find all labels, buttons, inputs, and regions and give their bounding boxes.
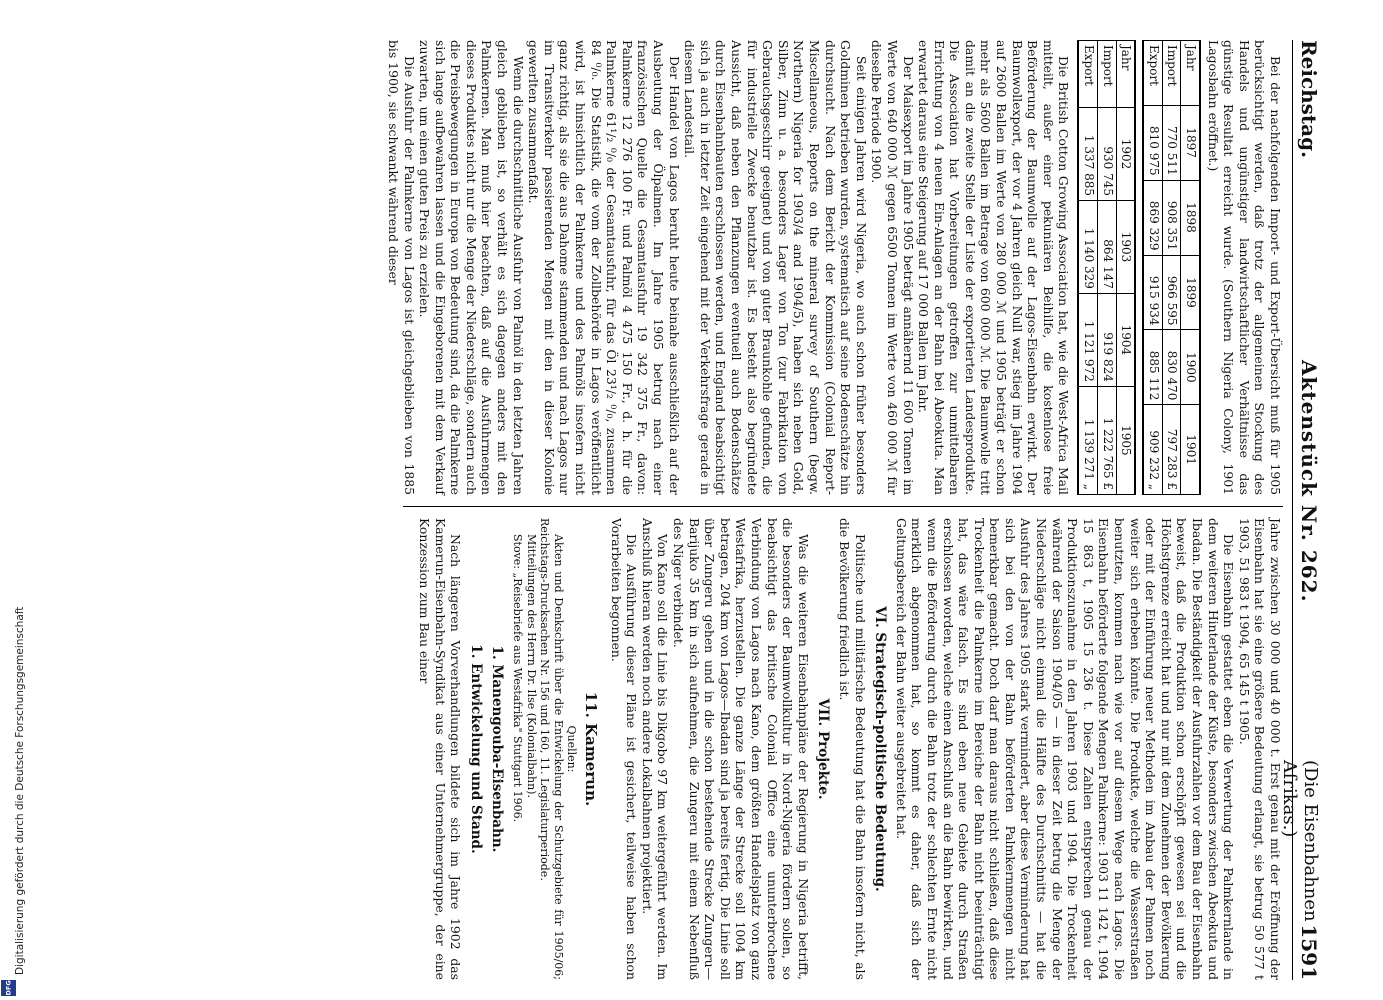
kernel-export-paragraph: Jahre zwischen 30 000 und 40 000 t. Erst genau mit der Eröffnung der Eisenbahn hat sie eine größere Bedeutung erlangt, sie betrug 50 577 t 1903, 51 983 t 1904, 65 145 t 1905. bbox=[1236, 518, 1283, 980]
table-row bbox=[1162, 41, 1181, 495]
dfg-logo bbox=[1, 980, 16, 996]
digitization-credit: Digitalisierung gefördert durch die Deutsche Forschungsgemeinschaft bbox=[14, 606, 26, 975]
right-column bbox=[75, 518, 1283, 980]
trade-table-1902-1905 bbox=[1077, 40, 1136, 495]
page-header bbox=[1279, 40, 1325, 980]
maize-paragraph: Der Maisexport im Jahre 1905 beträgt annähernd 11 600 Tonnen im Werte von 640 000 ℳ gegen 6500 Tonnen im Werte von 460 000 ℳ für dieselbe Periode 1900. bbox=[869, 40, 916, 495]
table-cell: Export bbox=[1143, 41, 1162, 106]
table-cell: 797 283 £ bbox=[1162, 405, 1181, 495]
kano-paragraph: Von Kano soll die Linie bis Dikgobo 97 km weitergeführt werden. Im Anschluß hieran werden noch andere Lokalbahnen projektiert. bbox=[639, 518, 671, 980]
side-strip bbox=[0, 0, 26, 1000]
rotated-page bbox=[75, 40, 1325, 980]
table-cell: 869 329 bbox=[1143, 180, 1162, 255]
source-item: Stove: „Reisebriefe aus Westafrika" Stuttgart 1906. bbox=[511, 534, 525, 823]
table-header-cell: 1898 bbox=[1181, 180, 1200, 255]
table-header-row bbox=[1116, 41, 1135, 495]
column-divider bbox=[403, 506, 1283, 507]
page-number: 1591 bbox=[1297, 924, 1321, 980]
table-cell: 919 824 bbox=[1098, 293, 1117, 386]
table-cell: 810 975 bbox=[1143, 105, 1162, 180]
table-cell: Import bbox=[1098, 41, 1117, 108]
cotton-paragraph: Die British Cotton Growing Association hat, wie die West-Africa Mail mitteilt, außer einer pekuniären Beihilfe, die kostenlose freie Beförderung der Baumwolle auf der Lagos-Eisenbahn erwirkt. Der Baumwollexport, der vor 4 Jahren gleich Null war, stieg im Jahre 1904 auf 2600 Ballen im Werte von 280 000 ℳ und 1905 beträgt er schon mehr als 5600 Ballen im Betrage von 600 000 ℳ. Die Baumwolle tritt damit an die zweite Stelle der Liste der exportierten Landesprodukte. Die Association hat Vorbereitungen getroffen zur unmittelbaren Errichtung von 4 neuen Ein-Anlagen an der Bahn bei Abeokuta. Man erwartet daraus eine Steigerung auf 17 000 Ballen im Jahr. bbox=[916, 40, 1072, 495]
table-cell: 864 147 bbox=[1098, 201, 1117, 294]
syndicate-paragraph: Nach längeren Vorverhandlungen bildete sich im Jahre 1902 das Kamerun-Eisenbahn-Syndikat aus einer Unternehmergruppe, der eine Konzession zum Bau einer bbox=[417, 518, 464, 980]
minerals-paragraph: Seit einigen Jahren wird Nigeria, wo auch schon früher besonders Goldminen betrieben wurden, systematisch auf seine Bodenschätze hin durchsucht. Nach dem Bericht der Kommission (Colonial Report-Miscellaneous, Reports on the mineral survey of Southern (begw. Northern) Nigeria for 1903/4 and 1904/5), haben sich neben Gold, Silber, Zinn u. a. besonders Lager von Ton (zur Fabrikation von Gebrauchsgeschirr geeignet) und von guter Braunkohle gefunden, die für industrielle Zwecke benutzbar ist. Es besteht also begründete Aussicht, daß neben den Pflanzungen eventuell auch Bodenschätze durch Eisenbahnbauten erschlossen werden, und England beabsichtigt sich ja auch in letzter Zeit eingehend mit der Verkehrsfrage gerade in diesem Landestail. bbox=[682, 40, 869, 495]
table-row bbox=[1098, 41, 1117, 495]
table-row bbox=[1078, 41, 1097, 495]
table-cell: 1 337 885 bbox=[1078, 108, 1097, 201]
table-cell: 885 112 bbox=[1143, 330, 1162, 405]
subchapter-heading: 1. Manengouba-Eisenbahn. bbox=[489, 645, 506, 853]
table-header-cell: 1903 bbox=[1116, 201, 1135, 294]
table-cell: 770 511 bbox=[1162, 105, 1181, 180]
section-heading-vi: VI. Strategisch-politische Bedeutung. bbox=[872, 606, 889, 892]
table-cell: Export bbox=[1078, 41, 1097, 108]
table-cell: 915 934 bbox=[1143, 255, 1162, 330]
header-subject: (Die Eisenbahnen Afrikas.) bbox=[1279, 760, 1321, 922]
strategic-paragraph: Politische und militärische Bedeutung hat die Bahn insofern nicht, als die Bevölkerung friedlich ist. bbox=[836, 518, 868, 980]
table-cell: 1 140 329 bbox=[1078, 201, 1097, 294]
left-column bbox=[75, 40, 1283, 495]
table-header-cell: 1904 bbox=[1116, 293, 1135, 386]
table-header-cell: 1901 bbox=[1181, 405, 1200, 495]
source-item: Mitteilungen des Herrn Dr. Ilse (Kolonialbahn). bbox=[524, 534, 538, 798]
chapter-heading-kamerun: 11. Kamerun. bbox=[582, 691, 601, 807]
palm-kernel-paragraph: Die Ausfuhr der Palmkerne von Lagos ist gleichgeblieben von 1885 bis 1900, sie schwankt während dieser bbox=[385, 40, 417, 495]
table-header-cell: 1900 bbox=[1181, 330, 1200, 405]
table-cell: Import bbox=[1162, 41, 1181, 106]
table-header-cell: 1899 bbox=[1181, 255, 1200, 330]
table-cell: 1 121 972 bbox=[1078, 293, 1097, 386]
table-cell: 966 595 bbox=[1162, 255, 1181, 330]
table-row bbox=[1143, 41, 1162, 495]
section-heading-vii: VII. Projekte. bbox=[815, 698, 832, 800]
subsection-heading: 1. Entwickelung und Stand. bbox=[467, 644, 484, 854]
sources-title: Quellen: bbox=[565, 725, 579, 773]
table-header-row bbox=[1181, 41, 1200, 495]
table-header-cell: Jahr bbox=[1116, 41, 1135, 108]
table-cell: 930 745 bbox=[1098, 108, 1117, 201]
trade-table-1897-1901 bbox=[1142, 40, 1201, 495]
table-header-cell: 1897 bbox=[1181, 105, 1200, 180]
dfg-logo-text: DFG bbox=[4, 980, 13, 996]
intro-paragraph: Bei der nachfolgenden Import- und Export-Übersicht muß für 1905 berücksichtigt werden, daß trotz der allgemeinen Stockung des Handels und ungünstiger landwirtschaftlicher Verhältnisse das günstige Resultat erreicht wurde. (Southern Nigeria Colony, 1901 Lagosbahn eröffnet.) bbox=[1205, 40, 1283, 495]
table-cell: 909 232 „ bbox=[1143, 405, 1162, 495]
table-header-cell: Jahr bbox=[1181, 41, 1200, 106]
table-header-cell: 1905 bbox=[1116, 386, 1135, 494]
execution-paragraph: Die Ausführung dieser Pläne ist gesichert, teilweise haben schon Vorarbeiten begonnen. bbox=[608, 518, 640, 980]
table-header-cell: 1902 bbox=[1116, 108, 1135, 201]
palm-export-paragraph: Wenn die durchschnittliche Ausfuhr von Palmöl in den letzten Jahren gleich geblieben ist, so verhält es sich dagegen anders mit den Palmkernen. Man muß hier beachten, daß auf die Ausfuhrmengen dieses Produktes nicht nur die Menge der Niederschläge, sondern auch die Preisbewegungen in Europa von Bedeutung sind, da die Palmkerne sich lange aufbewahren lassen und die Eingeborenen mit dem Verkauf zuwarten, um einen guten Preis zu erzielen. bbox=[417, 40, 526, 495]
palm-trade-paragraph: Der Handel von Lagos beruht heute beinahe ausschließlich auf der Ausbeutung der Ölpalmen. Im Jahre 1905 betrug nach einer französischen Quelle die Gesamtausfuhr 19 342 375 Fr., davon: Palmkerne 12 276 100 Fr. und Palmöl 4 475 150 Fr., d. h. für die Palmkerne 61¹/₂ ⁰/₀ der Gesamtausfuhr, für das Öl 23¹/₂ ⁰/₀, zusammen 84 ⁰/₀. Die Statistik, die vom der Zollbehörde in Lagos veröffentlicht wird, ist hinsichtlich der Palmkerne und des Palmöls insofern nicht ganz richtig, als sie die aus Dahome stammenden und nach Lagos nur im Transitverkehr passierenden Mengen mit den in dieser Kolonie gewerlten zusammenfaßt. bbox=[526, 40, 682, 495]
header-document-number: Aktenstück Nr. 262. bbox=[1297, 360, 1321, 603]
table-cell: 1 139 271 „ bbox=[1078, 386, 1097, 494]
railway-effect-paragraph: Die Eisenbahn gestattet eben die Verwertung der Palmkernlande in dem weiteren Hinterlande der Küste, besonders zwischen Abeokuta und Ibadan. Die Beständigkeit der Ausfuhrzahlen vor dem Bau der Eisenbahn beweist, daß die Produktion schon erschöpft gewesen sei und die Höchstgrenze erreicht hat und nur mit dem Zunehmen der Bevölkerung oder mit der Einführung neuer Methoden im Anbau der Palmen noch weiter sich erheben könnte. Die Produkte, welche die Wasserstraßen benutzten, kommen nach wie vor auf diesem Wege nach Lagos. Die Eisenbahn beförderte folgende Mengen Palmkerne: 1903 11 142 t, 1904 15 863 t, 1905 15 236 t. Diese Zahlen entsprechen genau der Produktionszunahme in den Jahren 1903 und 1904. Die Trockenheit während der Saison 1904/05 — in dieser Zeit betrug die Menge der Niederschläge nicht einmal die Hälfte des Durchschnitts — hat die Ausfuhr des Jahres 1905 stark vermindert, aber diese Verminderung hat sich bei den von der Bahn beförderten Palmkernmengen nicht bemerkbar gemacht. Doch darf man daraus nicht schließen, daß diese Trockenheit die Palmkerne im Bereiche der Bahn nicht beeinträchtigt hat, das wäre falsch. Es sind eben neue Gebiete durch Straßen erschlossen worden, welche einen Anschluß an die Bahn bewirkten, und wenn die Beförderung durch die Bahn trotz der schlechten Ernte nicht merklich abgenommen hat, so kommt es daher, daß sich der Geltungsbereich der Bahn weiter ausgebreitet hat. bbox=[893, 518, 1237, 981]
table-cell: 1 222 765 £ bbox=[1098, 386, 1117, 494]
header-reichstag: Reichstag. bbox=[1297, 40, 1321, 159]
source-item: Akten und Denkschrift über die Entwickelung der Schutzgebiete für 1905/06; Reichstags-Drucksachen Nr. 156 und 160, 11. Legislaturperiode. bbox=[538, 518, 565, 980]
table-cell: 830 470 bbox=[1162, 330, 1181, 405]
table-cell: 908 351 bbox=[1162, 180, 1181, 255]
projects-paragraph: Was die weiteren Eisenbahnpläne der Regierung in Nigeria betrifft, die besonders der Baumwollkultur in Nord-Nigeria fördern sollen, so beabsichtigt das britische Colonial Office eine ununterbrochene Verbindung von Lagos nach Kano, dem größten Handelsplatz von ganz Westafrika, herzustellen. Die ganze Länge der Strecke soll 1004 km betragen, 204 km von Lagos—Ibadan sind ja bereits fertig. Die Linie soll über Zungeru gehen und in die schon bestehende Strecke Zungeru—Barijuko 35 km in sich aufnehmen, die Zungeru mit einem Nebenfluß des Niger verbindet. bbox=[671, 518, 811, 980]
